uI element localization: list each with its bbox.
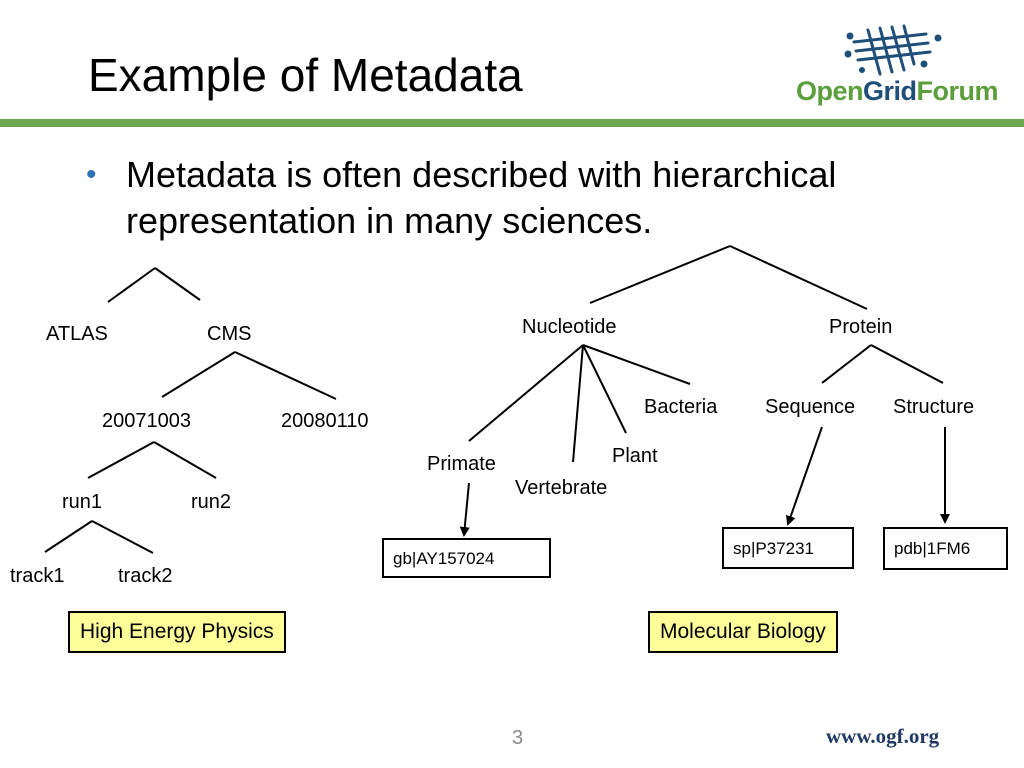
edge-protein-sequence: [822, 345, 871, 383]
edge-run1-track1: [45, 521, 92, 552]
edge-date1-run2: [154, 442, 216, 478]
edge-protein-structure: [871, 345, 943, 383]
node-track2: track2: [118, 565, 173, 587]
bullet-marker: •: [86, 158, 97, 191]
arrow-primate-gb: [464, 483, 469, 535]
edge-root-atlas: [108, 268, 155, 302]
pdb-id-text: pdb|1FM6: [894, 539, 971, 558]
arrow-sequence-sp: [788, 427, 822, 524]
node-protein: Protein: [829, 316, 893, 338]
hep-caption: High Energy Physics: [68, 611, 286, 653]
edge-date1-run1: [88, 442, 154, 478]
node-bacteria: Bacteria: [644, 396, 718, 418]
bio-id-boxes: [383, 528, 1007, 577]
hep-tree-labels: [10, 323, 369, 587]
node-nucleotide: Nucleotide: [522, 316, 617, 338]
logo-grid-text: Grid: [863, 76, 917, 106]
node-primate: Primate: [427, 453, 496, 475]
node-run2: run2: [191, 491, 232, 513]
bio-caption: Molecular Biology: [648, 611, 838, 653]
node-vertebrate: Vertebrate: [515, 477, 608, 499]
node-plant: Plant: [612, 445, 658, 467]
edge-root-protein: [730, 246, 867, 309]
edge-nucleotide-primate: [469, 345, 583, 441]
node-date-20071003: 20071003: [102, 410, 191, 432]
node-structure: Structure: [893, 396, 975, 418]
node-cms: CMS: [207, 323, 252, 345]
logo-forum-text: Forum: [916, 76, 999, 106]
node-track1: track1: [10, 565, 65, 587]
sp-id-text: sp|P37231: [733, 539, 814, 558]
page-number: 3: [512, 727, 524, 749]
slide-title: Example of Metadata: [88, 49, 523, 101]
website-url: www.ogf.org: [826, 724, 940, 748]
edge-nucleotide-vertebrate: [573, 345, 583, 462]
edge-run1-track2: [92, 521, 153, 553]
edge-root-cms: [155, 268, 200, 300]
node-sequence: Sequence: [765, 396, 856, 418]
gb-id-text: gb|AY157024: [393, 549, 495, 568]
bullet-text: Metadata is often described with hierarchical representation in many sciences.: [126, 154, 837, 241]
node-atlas: ATLAS: [46, 323, 108, 345]
logo-open-text: Open: [796, 76, 864, 106]
edge-cms-date1: [162, 352, 235, 397]
node-date-20080110: 20080110: [281, 410, 369, 432]
edge-cms-date2: [235, 352, 336, 399]
node-run1: run1: [62, 491, 103, 513]
edge-root-nucleotide: [590, 246, 730, 303]
